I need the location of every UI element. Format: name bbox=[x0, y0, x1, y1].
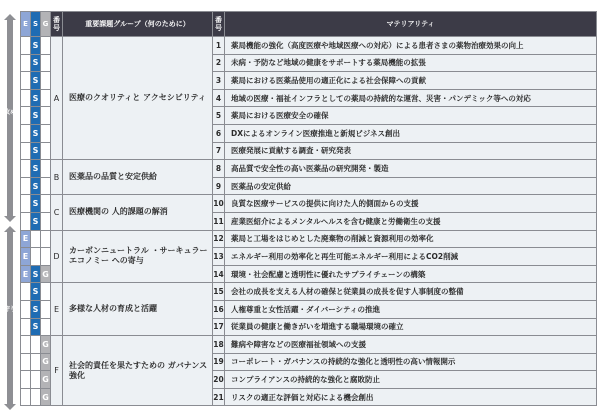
esg-s-cell: S bbox=[31, 124, 41, 142]
group-letter: A bbox=[51, 37, 63, 160]
materiality-number: 20 bbox=[213, 371, 225, 389]
esg-g-cell: G bbox=[41, 353, 51, 371]
esg-g-cell bbox=[41, 195, 51, 213]
group-name: 医薬品の品質と安定供給 bbox=[63, 160, 213, 195]
group-letter: D bbox=[51, 230, 63, 283]
group-letter: B bbox=[51, 160, 63, 195]
group-letter: C bbox=[51, 195, 63, 230]
header-num: 番号 bbox=[213, 12, 225, 37]
esg-s-cell bbox=[31, 336, 41, 354]
materiality-text: エネルギー利用の効率化と再生可能エネルギー利用によるCO2削減 bbox=[225, 248, 597, 266]
materiality-text: 薬局機能の強化（高度医療や地域医療への対応）による患者さまの薬物治療効果の向上 bbox=[225, 37, 597, 55]
group-name: 社会的責任を果たすための ガバナンス強化 bbox=[63, 336, 213, 406]
esg-e-cell bbox=[21, 89, 31, 107]
esg-g-cell: G bbox=[41, 371, 51, 389]
esg-g-cell bbox=[41, 107, 51, 125]
esg-e-cell bbox=[21, 195, 31, 213]
esg-s-cell: S bbox=[31, 283, 41, 301]
group-name: 医療のクオリティと アクセシビリティ bbox=[63, 37, 213, 160]
arrow-down-icon bbox=[4, 404, 16, 410]
materiality-number: 6 bbox=[213, 124, 225, 142]
materiality-number: 10 bbox=[213, 195, 225, 213]
materiality-text: 薬局と工場をはじめとした廃棄物の削減と資源利用の効率化 bbox=[225, 230, 597, 248]
group-name: 多様な人材の育成と活躍 bbox=[63, 283, 213, 336]
esg-g-cell bbox=[41, 283, 51, 301]
group-letter: F bbox=[51, 336, 63, 406]
esg-g-cell bbox=[41, 248, 51, 266]
esg-s-cell: S bbox=[31, 142, 41, 160]
esg-e-cell bbox=[21, 300, 31, 318]
header-group-num: 番号 bbox=[51, 12, 63, 37]
esg-g-cell bbox=[41, 212, 51, 230]
materiality-text: 会社の成長を支える人材の確保と従業員の成長を促す人事制度の整備 bbox=[225, 283, 597, 301]
esg-e-cell bbox=[21, 336, 31, 354]
esg-e-cell bbox=[21, 212, 31, 230]
materiality-number: 8 bbox=[213, 160, 225, 178]
header-g: G bbox=[41, 12, 51, 37]
esg-e-cell bbox=[21, 388, 31, 406]
table-row bbox=[21, 230, 597, 248]
materiality-number: 18 bbox=[213, 336, 225, 354]
materiality-number: 1 bbox=[213, 37, 225, 55]
esg-s-cell bbox=[31, 371, 41, 389]
esg-g-cell bbox=[41, 142, 51, 160]
table-row bbox=[21, 283, 597, 301]
materiality-number: 13 bbox=[213, 248, 225, 266]
esg-e-cell bbox=[21, 318, 31, 336]
esg-e-cell bbox=[21, 54, 31, 72]
esg-s-cell bbox=[31, 230, 41, 248]
defense-arrow bbox=[4, 226, 16, 410]
esg-e-cell bbox=[21, 107, 31, 125]
materiality-text: 地域の医療・福祉インフラとしての薬局の持続的な運営、災害・パンデミック等への対応 bbox=[225, 89, 597, 107]
materiality-number: 5 bbox=[213, 107, 225, 125]
arrow-down-icon bbox=[4, 216, 16, 222]
materiality-text: コンプライアンスの持続的な強化と腐敗防止 bbox=[225, 371, 597, 389]
materiality-text: 人権尊重と女性活躍・ダイバーシティの推進 bbox=[225, 300, 597, 318]
esg-s-cell: S bbox=[31, 72, 41, 90]
esg-s-cell: S bbox=[31, 212, 41, 230]
esg-g-cell bbox=[41, 160, 51, 178]
esg-e-cell bbox=[21, 124, 31, 142]
esg-s-cell: S bbox=[31, 195, 41, 213]
materiality-number: 9 bbox=[213, 177, 225, 195]
materiality-number: 2 bbox=[213, 54, 225, 72]
esg-s-cell: S bbox=[31, 54, 41, 72]
group-letter: E bbox=[51, 283, 63, 336]
materiality-text: コーポレート・ガバナンスの持続的な強化と透明性の高い情報開示 bbox=[225, 353, 597, 371]
esg-g-cell bbox=[41, 37, 51, 55]
header-group: 重要課題グループ（何のために） bbox=[63, 12, 213, 37]
esg-e-cell: E bbox=[21, 230, 31, 248]
table-row bbox=[21, 195, 597, 213]
esg-g-cell bbox=[41, 300, 51, 318]
esg-s-cell bbox=[31, 248, 41, 266]
esg-s-cell: S bbox=[31, 318, 41, 336]
esg-g-cell bbox=[41, 124, 51, 142]
esg-g-cell bbox=[41, 177, 51, 195]
materiality-number: 14 bbox=[213, 265, 225, 283]
esg-g-cell bbox=[41, 54, 51, 72]
esg-e-cell bbox=[21, 371, 31, 389]
esg-s-cell: S bbox=[31, 160, 41, 178]
materiality-text: 医療発展に貢献する調査・研究発表 bbox=[225, 142, 597, 160]
materiality-text: 従業員の健康と働きがいを増進する職場環境の確立 bbox=[225, 318, 597, 336]
esg-g-cell: G bbox=[41, 265, 51, 283]
table-row bbox=[21, 160, 597, 178]
materiality-text: 産業医紹介によるメンタルヘルスを含む健康と労働衛生の支援 bbox=[225, 212, 597, 230]
esg-g-cell: G bbox=[41, 388, 51, 406]
esg-g-cell bbox=[41, 89, 51, 107]
esg-g-cell bbox=[41, 72, 51, 90]
offense-arrow bbox=[4, 14, 16, 222]
materiality-text: 医薬品の安定供給 bbox=[225, 177, 597, 195]
esg-e-cell bbox=[21, 177, 31, 195]
defense-label: 守り bbox=[4, 306, 17, 313]
group-name: カーボンニュートラル ・サーキュラーエコノミー への寄与 bbox=[63, 230, 213, 283]
esg-e-cell bbox=[21, 142, 31, 160]
table-row bbox=[21, 37, 597, 55]
materiality-number: 12 bbox=[213, 230, 225, 248]
materiality-number: 21 bbox=[213, 388, 225, 406]
materiality-number: 16 bbox=[213, 300, 225, 318]
materiality-text: 未病・予防など地域の健康をサポートする薬局機能の拡張 bbox=[225, 54, 597, 72]
offense-label: 攻め bbox=[4, 109, 17, 116]
esg-g-cell bbox=[41, 230, 51, 248]
materiality-number: 3 bbox=[213, 72, 225, 90]
materiality-number: 4 bbox=[213, 89, 225, 107]
materiality-text: 薬局における医療安全の確保 bbox=[225, 107, 597, 125]
table-header bbox=[21, 12, 597, 37]
esg-s-cell: S bbox=[31, 89, 41, 107]
materiality-text: 薬局における医薬品使用の適正化による社会保障への貢献 bbox=[225, 72, 597, 90]
materiality-text: 難病や障害などの医療福祉領域への支援 bbox=[225, 336, 597, 354]
esg-g-cell: G bbox=[41, 336, 51, 354]
table-row bbox=[21, 336, 597, 354]
materiality-text: 高品質で安全性の高い医薬品の研究開発・製造 bbox=[225, 160, 597, 178]
header-materiality: マテリアリティ bbox=[225, 12, 597, 37]
esg-e-cell bbox=[21, 283, 31, 301]
header-s: S bbox=[31, 12, 41, 37]
esg-s-cell: S bbox=[31, 300, 41, 318]
materiality-number: 17 bbox=[213, 318, 225, 336]
esg-e-cell bbox=[21, 72, 31, 90]
esg-e-cell bbox=[21, 353, 31, 371]
esg-s-cell bbox=[31, 388, 41, 406]
materiality-number: 15 bbox=[213, 283, 225, 301]
esg-s-cell bbox=[31, 353, 41, 371]
esg-s-cell: S bbox=[31, 37, 41, 55]
esg-e-cell bbox=[21, 37, 31, 55]
esg-s-cell: S bbox=[31, 177, 41, 195]
esg-s-cell: S bbox=[31, 107, 41, 125]
header-e: E bbox=[21, 12, 31, 37]
materiality-text: 環境・社会配慮と透明性に優れたサプライチェーンの構築 bbox=[225, 265, 597, 283]
materiality-number: 19 bbox=[213, 353, 225, 371]
materiality-table bbox=[20, 11, 597, 406]
esg-e-cell bbox=[21, 160, 31, 178]
materiality-text: 良質な医療サービスの提供に向けた人的側面からの支援 bbox=[225, 195, 597, 213]
materiality-number: 7 bbox=[213, 142, 225, 160]
esg-e-cell: E bbox=[21, 248, 31, 266]
materiality-number: 11 bbox=[213, 212, 225, 230]
esg-e-cell: E bbox=[21, 265, 31, 283]
materiality-text: DXによるオンライン医療推進と新規ビジネス創出 bbox=[225, 124, 597, 142]
esg-g-cell bbox=[41, 318, 51, 336]
esg-s-cell: S bbox=[31, 265, 41, 283]
materiality-text: リスクの適正な評価と対応による機会創出 bbox=[225, 388, 597, 406]
group-name: 医療機関の 人的課題の解消 bbox=[63, 195, 213, 230]
